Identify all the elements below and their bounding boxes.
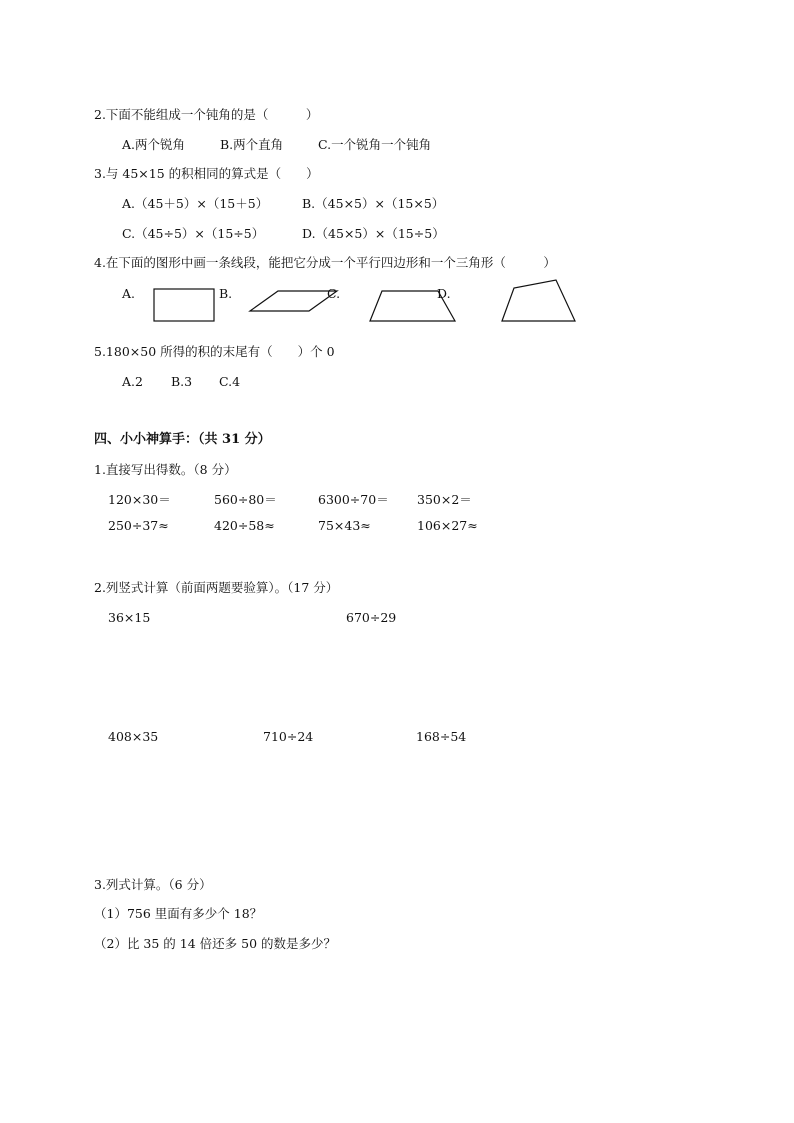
word-calc-item: （1）756 里面有多少个 18？ xyxy=(94,906,263,921)
question-3-option-c: C.（45÷5）×（15÷5） xyxy=(122,226,265,241)
question-3-option-d: D.（45×5）×（15÷5） xyxy=(302,226,445,241)
question-4-figures xyxy=(0,0,794,340)
question-5-option-c: C.4 xyxy=(219,374,241,389)
vertical-calc-item: 710÷24 xyxy=(263,729,314,744)
oral-calc-item: 420÷58≈ xyxy=(214,518,275,533)
vertical-calc-item: 670÷29 xyxy=(346,610,397,625)
question-3-option-a: A.（45＋5）×（15＋5） xyxy=(122,196,269,211)
calc-2-title: 2.列竖式计算（前面两题要验算）。（17 分） xyxy=(94,580,339,595)
oral-calc-item: 560÷80＝ xyxy=(214,492,277,507)
oral-calc-item: 350×2＝ xyxy=(417,492,472,507)
question-3-stem: 3.与 45×15 的积相同的算式是（ ） xyxy=(94,166,319,181)
question-4-stem: 4.在下面的图形中画一条线段，能把它分成一个平行四边形和一个三角形（ ） xyxy=(94,255,556,270)
oral-calc-item: 106×27≈ xyxy=(417,518,478,533)
vertical-calc-item: 408×35 xyxy=(108,729,159,744)
oral-calc-item: 120×30＝ xyxy=(108,492,171,507)
question-2-option-a: A.两个锐角 xyxy=(122,137,186,152)
vertical-calc-item: 168÷54 xyxy=(416,729,467,744)
rectangle-figure xyxy=(154,289,214,321)
calc-3-title: 3.列式计算。（6 分） xyxy=(94,877,212,892)
oral-calc-item: 75×43≈ xyxy=(318,518,371,533)
oral-calc-item: 250÷37≈ xyxy=(108,518,169,533)
word-calc-item: （2）比 35 的 14 倍还多 50 的数是多少？ xyxy=(94,936,337,951)
shape-label-b: B. xyxy=(219,286,233,301)
question-5-option-a: A.2 xyxy=(122,374,143,389)
question-2-option-b: B.两个直角 xyxy=(220,137,284,152)
shape-label-c: C. xyxy=(327,286,341,301)
question-3-option-b: B.（45×5）×（15×5） xyxy=(302,196,445,211)
calc-1-title: 1.直接写出得数。（8 分） xyxy=(94,462,237,477)
vertical-calc-item: 36×15 xyxy=(108,610,151,625)
oral-calc-item: 6300÷70＝ xyxy=(318,492,389,507)
section-4-title: 四、小小神算手：（共 31 分） xyxy=(94,432,271,447)
shape-label-d: D. xyxy=(437,286,451,301)
trapezoid-figure xyxy=(370,291,455,321)
quadrilateral-figure xyxy=(502,280,575,321)
question-2-stem: 2.下面不能组成一个钝角的是（ ） xyxy=(94,107,319,122)
shape-label-a: A. xyxy=(122,286,136,301)
question-2-option-c: C.一个锐角一个钝角 xyxy=(318,137,432,152)
question-5-option-b: B.3 xyxy=(171,374,193,389)
question-5-stem: 5.180×50 所得的积的末尾有（ ）个 0 xyxy=(94,344,335,359)
parallelogram-figure xyxy=(250,291,337,311)
